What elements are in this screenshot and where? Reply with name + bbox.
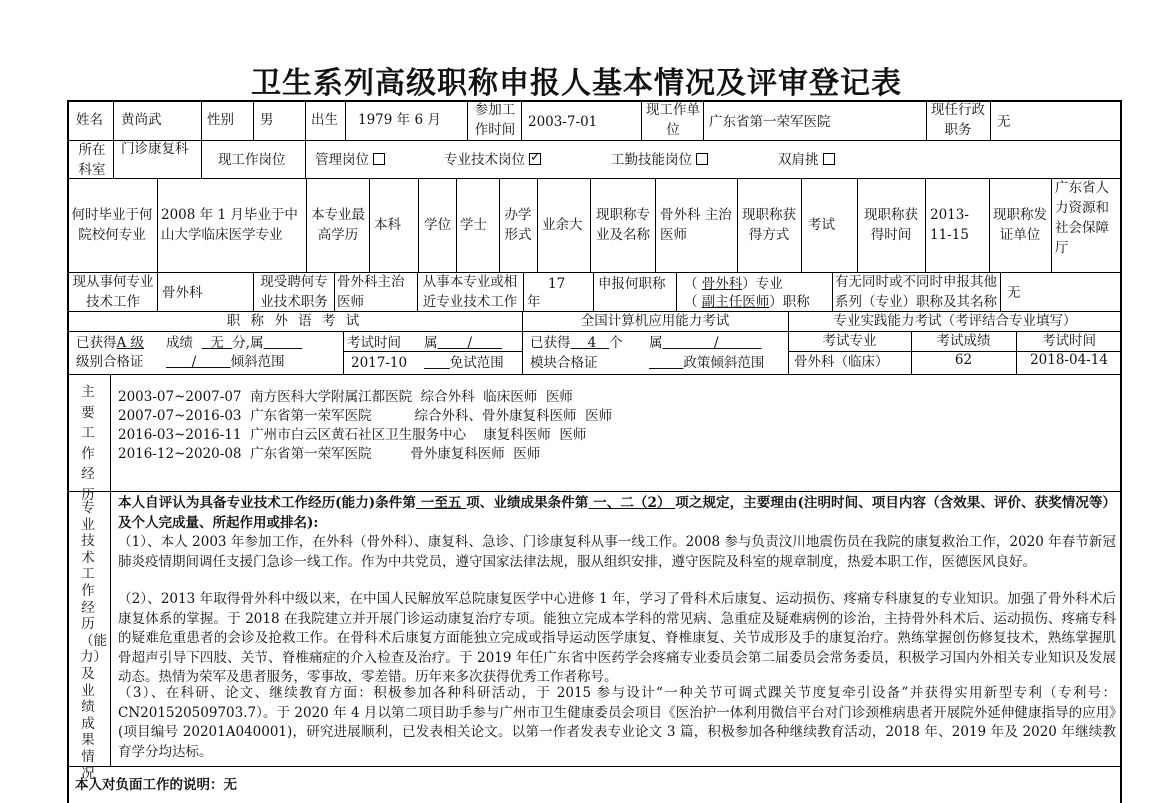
degree-label: 本专业最高学历 (311, 207, 365, 243)
foreign-score (166, 333, 302, 353)
computer-count-text: 4 (587, 335, 597, 351)
policy-belong-label: 属 (649, 335, 663, 351)
degree-value: 本科 (374, 217, 401, 233)
ability-condition-value: 一至五 (415, 495, 467, 511)
current-title-label: 现职称专业及名称 (596, 207, 650, 243)
practice-time-label: 考试时间 (1042, 333, 1096, 349)
achievement-paragraph-3: （3）、在科研、论文、继续教育方面：积极参加各种科研活动，于 2015 参与设计“一种关节可调式踝关节度复牵引设备”并获得实用新型专利（专利号：CN201520509703.7）。于 2020 年 4 月以第二项目助手参与广州市卫生健康委员会项目《医治护一体利用微信平台对门诊颈椎病患者开展院外延伸健康指导的应用》(项目编号 20201A040001)，研究进展顺利，已发表相关论文。以第一作者发表专业论文 3 篇，积极参加各种继续教育活动，2018 年、2019 年及 2020 年继续教育学分均达标。 (118, 685, 1116, 760)
practice-exam-header: 专业实践能力考试（考评结合专业填写） (833, 313, 1077, 329)
mgmt-post-label: 管理岗位 (315, 152, 369, 168)
form-title: 卫生系列高级职称申报人基本情况及评审登记表 (251, 66, 902, 101)
gender-value: 男 (260, 112, 274, 128)
other-apply-value: 无 (1007, 285, 1021, 301)
apply-title-suffix: ）职称 (769, 294, 810, 310)
practice-score-value: 62 (954, 352, 973, 368)
exempt-range-label: 免试范围 (449, 355, 504, 371)
worker-post-label: 工勤技能岗位 (611, 152, 692, 168)
dept-value: 门诊康复科 (121, 141, 189, 157)
dual-post-option (778, 150, 835, 170)
tech-post-checkbox[interactable] (529, 153, 541, 165)
score-blank (264, 335, 303, 351)
join-value: 2003-7-01 (528, 114, 598, 130)
intro-part-b: 项、业绩成果条件第 (466, 495, 589, 511)
graduation-label: 何时毕业于何院校何专业 (71, 207, 153, 243)
school-form-value: 业余大 (542, 217, 583, 233)
issuer-value: 广东省人力资源和社会保障厅 (1055, 180, 1109, 256)
computer-exam-header: 全国计算机应用能力考试 (580, 313, 730, 329)
score-value (202, 335, 233, 351)
exam-time-label: 考试时间 (347, 335, 401, 351)
negative-statement (75, 775, 237, 795)
worker-post-option (611, 150, 708, 170)
exempt-belong (424, 333, 502, 353)
unit-label: 现工作单位 (646, 102, 700, 138)
years-label: 从事本专业或相近专业技术工作 (422, 274, 518, 310)
foreign-exam-header: 职 称 外 语 考 试 (226, 313, 363, 329)
hire-label: 现受聘何专业技术职务 (260, 274, 328, 310)
policy-range (649, 353, 764, 373)
xuewei-value: 学士 (460, 217, 487, 233)
score-range-label: 倾斜范围 (230, 354, 285, 370)
score-range-blank: / (166, 354, 231, 370)
name-value: 黄尚武 (121, 112, 162, 128)
tech-post-option (444, 150, 541, 170)
work-label: 现从事何专业技术工作 (72, 274, 154, 310)
intro-part-a: 本人自评认为具备专业技术工作经历(能力)条件第 (118, 495, 416, 511)
current-title-value: 骨外科 主治医师 (660, 207, 732, 243)
achievement-condition-value: 一、二（2） (588, 495, 676, 511)
name-label: 姓名 (76, 112, 103, 128)
dual-post-label: 双肩挑 (778, 152, 819, 168)
position-label: 现任行政职务 (931, 102, 985, 138)
join-label: 参加工作时间 (474, 102, 516, 138)
years-value: 17 (548, 276, 566, 292)
negative-label: 本人对负面工作的说明： (75, 777, 224, 793)
achievement-intro (118, 494, 1116, 533)
apply-title: （ 副主任医师）职称 (684, 294, 810, 310)
practice-major-label: 考试专业 (822, 333, 877, 349)
practice-major-value: 骨外科（临床） (794, 354, 889, 370)
computer-count-value (571, 335, 610, 351)
computer-cert: 模块合格证 (530, 355, 598, 371)
hire-value: 骨外科主治医师 (337, 274, 405, 310)
history-item: 2016-12~2020-08 广东省第一荣军医院 骨外康复科医师 医师 (118, 446, 541, 462)
title-way-value: 考试 (808, 217, 835, 233)
unit-value: 广东省第一荣军医院 (709, 114, 831, 130)
worker-post-checkbox[interactable] (696, 153, 708, 165)
intro-part-c: 项之规定，主要理由(注明时间、项目内容（含效果、评价、获奖情况等）及个人完成量、所起作用或排名): (118, 495, 1117, 531)
title-time-label: 现职称获得时间 (864, 207, 918, 243)
achievement-label: 专业技术工作经历（能力）及业绩成果情况 (80, 500, 107, 782)
achievement-paragraph-2: （2）、2013 年取得骨外科中级以来，在中国人民解放军总院康复医学中心进修 1 年，学习了骨科术后康复、运动损伤、疼痛专科康复的专业知识。加强了骨外科术后康复体系的掌握。于 2018 在我院建立并开展门诊运动康复治疗专项。能独立完成本学科的常见病、急重症及疑难病例的诊治，主持骨外科术后、运动损伤、疼痛专科的疑难危重患者的会诊及抢救工作。在骨科术后康复方面能独立完成或指导运动医学康复、脊椎康复、关节成形及手的康复治疗。熟练掌握创伤修复技术，熟练掌握肌骨超声引导下四肢、关节、脊椎痛症的介入检查及治疗。于 2019 年任广东省中医药学会疼痛专业委员会第二届委员会常务委员，积极学习国内外相关专业知识及发展动态。热情为荣军及患者服务，零事故，零差错。历年来多次获得优秀工作者称号。 (118, 591, 1116, 686)
title-way-label: 现职称获得方式 (742, 207, 796, 243)
exempt-belong-label: 属 (424, 335, 438, 351)
foreign-level (76, 333, 144, 353)
apply-major-value: 骨外科 (701, 276, 743, 292)
school-form-label: 办学形式 (504, 207, 532, 243)
apply-label: 申报何职称 (598, 276, 666, 292)
achievement-paragraph-1: （1）、本人 2003 年参加工作，在外科（骨外科）、康复科、急诊、门诊康复科从事一线工作。2008 参与负责汶川地震伤员在我院的康复救治工作，2020 年春节新冠肺炎疫情期间调任支援门急诊一线工作。作为中共党员，遵守国家法律法规，服从组织安排，遵守医院及科室的规章制度，热爱本职工作，医德医风良好。 (118, 534, 1116, 570)
exempt-range (424, 353, 504, 373)
birth-label: 出生 (311, 112, 338, 128)
computer-unit: 个 (609, 335, 623, 351)
gender-label: 性别 (207, 112, 234, 128)
score-text: 无 (210, 335, 224, 351)
history-item: 2007-07~2016-03 广东省第一荣军医院 综合外科、骨外康复科医师 医师 (118, 408, 613, 424)
title-time-value: 2013-11-15 (930, 207, 969, 243)
foreign-level-value: A 级 (116, 335, 145, 351)
position-value: 无 (997, 114, 1011, 130)
apply-major: （ 骨外科）专业 (684, 276, 783, 292)
policy-belong (649, 333, 761, 353)
years-unit: 年 (527, 294, 541, 310)
exempt-blank: / (437, 335, 503, 351)
exam-time-value: 2017-10 (351, 355, 408, 371)
issuer-label: 现职称发证单位 (993, 207, 1047, 243)
practice-time-value: 2018-04-14 (1030, 352, 1108, 368)
policy-range-label: 政策倾斜范围 (683, 355, 765, 371)
score-label: 成绩 (166, 335, 193, 351)
exempt-range-blank (424, 355, 450, 371)
policy-range-blank (649, 355, 683, 371)
xuewei-label: 学位 (424, 217, 451, 233)
history-item: 2016-03~2016-11 广州市白云区黄石社区卫生服务中心 康复科医师 医师 (118, 427, 587, 443)
negative-value: 无 (223, 777, 237, 793)
post-label: 现工作岗位 (218, 152, 286, 168)
birth-value: 1979 年 6 月 (358, 112, 441, 128)
foreign-level-prefix: 已获得 (76, 335, 117, 351)
dual-post-checkbox[interactable] (823, 153, 835, 165)
policy-blank: / (662, 335, 762, 351)
apply-title-value: 副主任医师 (701, 294, 770, 310)
other-apply-label: 有无同时或不同时申报其他系列（专业）职称及其名称 (835, 274, 997, 310)
computer-count (530, 333, 623, 353)
computer-prefix: 已获得 (530, 335, 571, 351)
history-item: 2003-07~2007-07 南方医科大学附属江都医院 综合外科 临床医师 医师 (118, 389, 573, 405)
work-value: 骨外科 (162, 285, 203, 301)
mgmt-post-option (315, 150, 385, 170)
apply-major-suffix: ）专业 (742, 276, 783, 292)
foreign-level-cert: 级别合格证 (76, 354, 144, 370)
score-range (166, 352, 285, 372)
score-unit: 分,属 (232, 335, 264, 351)
dept-label: 所在科室 (78, 142, 106, 178)
history-label: 主要工作经历 (81, 384, 95, 503)
practice-score-label: 考试成绩 (936, 333, 991, 349)
graduation-value: 2008 年 1 月毕业于中山大学临床医学专业 (161, 207, 298, 243)
mgmt-post-checkbox[interactable] (373, 153, 385, 165)
tech-post-label: 专业技术岗位 (444, 152, 525, 168)
